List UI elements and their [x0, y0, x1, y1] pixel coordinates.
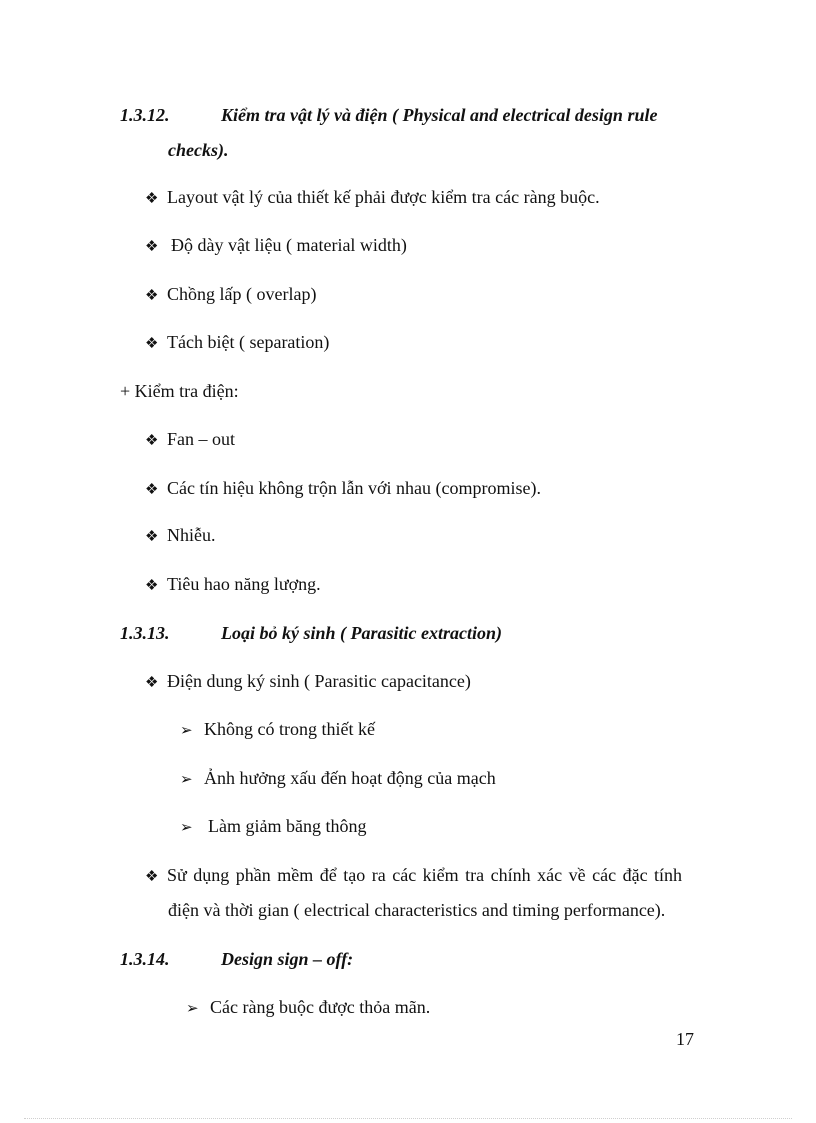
- diamond-bullet-icon: ❖: [145, 288, 159, 304]
- section-title-continuation: checks).: [168, 140, 229, 160]
- list-item: [145, 573, 321, 597]
- diamond-bullet-icon: ❖: [145, 675, 159, 691]
- section-title: Kiểm tra vật lý và điện ( Physical and electrical design rule: [221, 105, 658, 125]
- diamond-bullet-icon: ❖: [145, 336, 159, 352]
- list-item-text: Layout vật lý của thiết kế phải được kiểm tra các ràng buộc.: [167, 187, 600, 207]
- list-item: [145, 331, 329, 355]
- sub-list-item-text: Không có trong thiết kế: [204, 719, 375, 739]
- diamond-bullet-icon: ❖: [145, 239, 159, 255]
- list-item-text: Độ dày vật liệu ( material width): [171, 235, 407, 255]
- arrow-bullet-icon: ➢: [180, 820, 193, 836]
- sub-list-item-text: Các ràng buộc được thỏa mãn.: [210, 997, 431, 1017]
- diamond-bullet-icon: ❖: [145, 433, 159, 449]
- list-item: [145, 283, 316, 307]
- list-item: [145, 864, 682, 888]
- list-item-text: Fan – out: [167, 429, 236, 449]
- sub-list-item: [180, 815, 366, 839]
- arrow-bullet-icon: ➢: [180, 772, 193, 788]
- diamond-bullet-icon: ❖: [145, 869, 159, 885]
- list-item: [145, 524, 216, 548]
- list-item-text: Tách biệt ( separation): [167, 332, 330, 352]
- diamond-bullet-icon: ❖: [145, 578, 159, 594]
- list-item: [145, 428, 235, 452]
- section-number: 1.3.13.: [120, 623, 170, 643]
- list-item-text: Các tín hiệu không trộn lẫn với nhau (compromise).: [167, 478, 541, 498]
- section-number: 1.3.12.: [120, 105, 170, 125]
- list-item: [145, 670, 471, 694]
- list-item: [145, 477, 541, 501]
- plus-line: + Kiểm tra điện:: [120, 381, 239, 401]
- list-item-continuation: điện và thời gian ( electrical characteristics and timing performance).: [168, 900, 666, 920]
- list-item-text: Tiêu hao năng lượng.: [167, 574, 321, 594]
- sub-list-item-text: Làm giảm băng thông: [208, 816, 367, 836]
- list-item: [145, 234, 407, 258]
- list-item: [145, 186, 600, 210]
- arrow-bullet-icon: ➢: [180, 723, 193, 739]
- diamond-bullet-icon: ❖: [145, 529, 159, 545]
- page-divider: [24, 1118, 792, 1119]
- section-title: Loại bỏ ký sinh ( Parasitic extraction): [221, 623, 502, 643]
- sub-list-item: [186, 996, 430, 1020]
- diamond-bullet-icon: ❖: [145, 191, 159, 207]
- list-item-text: Chồng lấp ( overlap): [167, 284, 317, 304]
- section-title: Design sign – off:: [221, 949, 354, 969]
- sub-list-item: [180, 767, 496, 791]
- arrow-bullet-icon: ➢: [186, 1001, 199, 1017]
- list-item-text: Nhiễu.: [167, 525, 216, 545]
- section-number: 1.3.14.: [120, 949, 170, 969]
- page-number: 17: [676, 1029, 694, 1049]
- sub-list-item: [180, 718, 375, 742]
- sub-list-item-text: Ảnh hưởng xấu đến hoạt động của mạch: [204, 768, 496, 788]
- diamond-bullet-icon: ❖: [145, 482, 159, 498]
- list-item-text: Điện dung ký sinh ( Parasitic capacitance): [167, 671, 471, 691]
- list-item-text: Sử dụng phần mềm để tạo ra các kiểm tra chính xác về các đặc tính: [167, 865, 683, 885]
